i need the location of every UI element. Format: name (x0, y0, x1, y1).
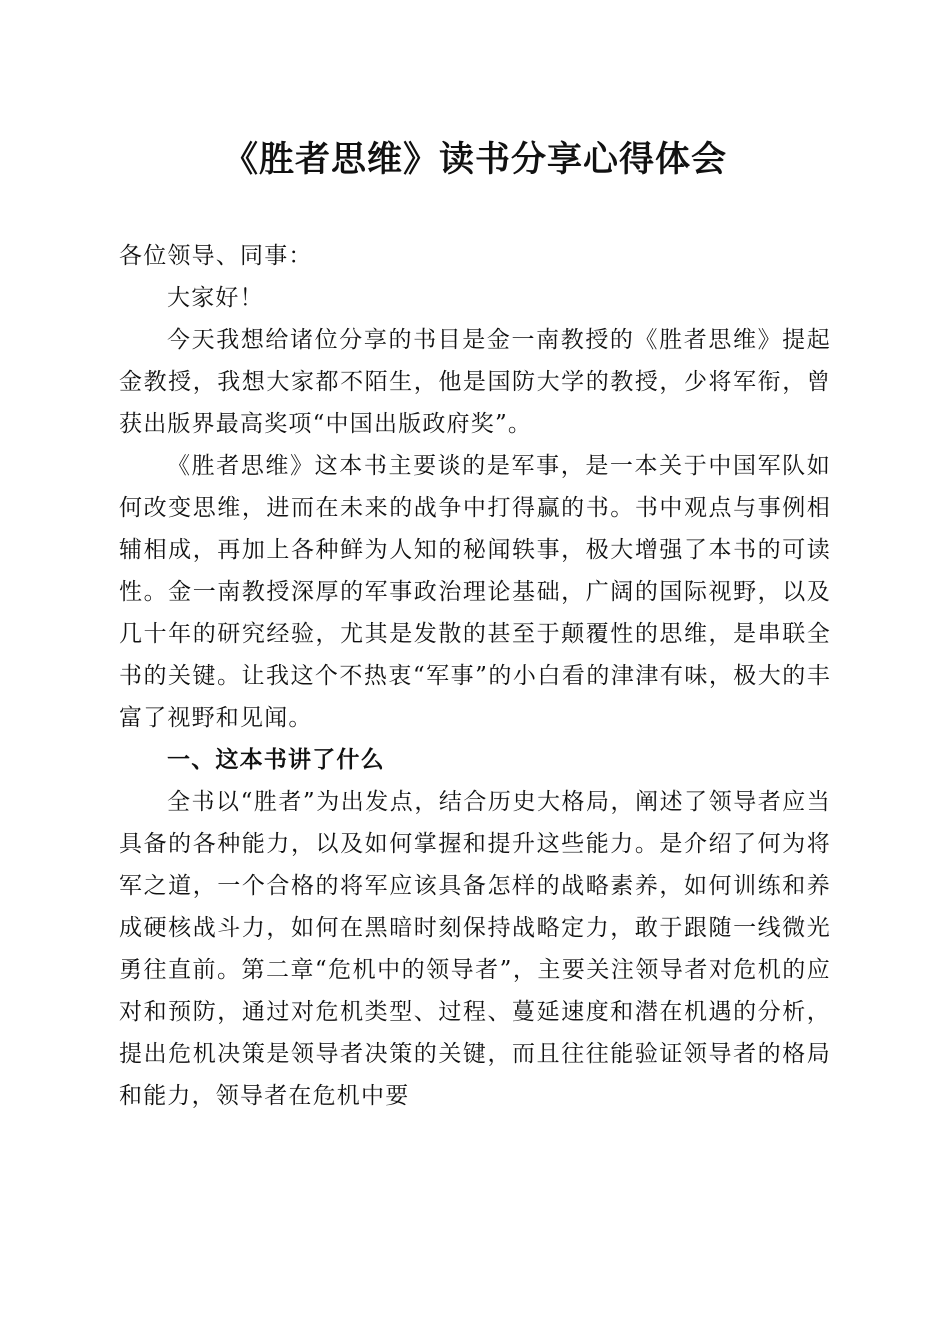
section-body-paragraph: 全书以“胜者”为出发点，结合历史大格局，阐述了领导者应当具备的各种能力，以及如何掌握和提升这些能力。是介绍了何为将军之道，一个合格的将军应该具备怎样的战略素养，如何训练和养成硬核战斗力，如何在黑暗时刻保持战略定力，敢于跟随一线微光勇往直前。第二章“危机中的领导者”，主要关注领导者对危机的应对和预防，通过对危机类型、过程、蔓延速度和潜在机遇的分析，提出危机决策是领导者决策的关键，而且往往能验证领导者的格局和能力，领导者在危机中要 (119, 789, 831, 1109)
document-title: 《胜者思维》读书分享心得体会 (222, 140, 727, 180)
salutation: 各位领导、同事： (119, 243, 313, 269)
intro-paragraph: 今天我想给诸位分享的书目是金一南教授的《胜者思维》提起金教授，我想大家都不陌生，他是国防大学的教授，少将军衔，曾获出版界最高奖项“中国出版政府奖”。 (119, 327, 831, 437)
greeting: 大家好！ (167, 285, 264, 311)
document-body (119, 235, 831, 1117)
section-heading: 一、这本书讲了什么 (167, 747, 385, 773)
overview-paragraph: 《胜者思维》这本书主要谈的是军事，是一本关于中国军队如何改变思维，进而在未来的战争中打得赢的书。书中观点与事例相辅相成，再加上各种鲜为人知的秘闻轶事，极大增强了本书的可读性。金一南教授深厚的军事政治理论基础，广阔的国际视野，以及几十年的研究经验，尤其是发散的甚至于颠覆性的思维，是串联全书的关键。让我这个不热衷“军事”的小白看的津津有味，极大的丰富了视野和见闻。 (119, 453, 831, 731)
